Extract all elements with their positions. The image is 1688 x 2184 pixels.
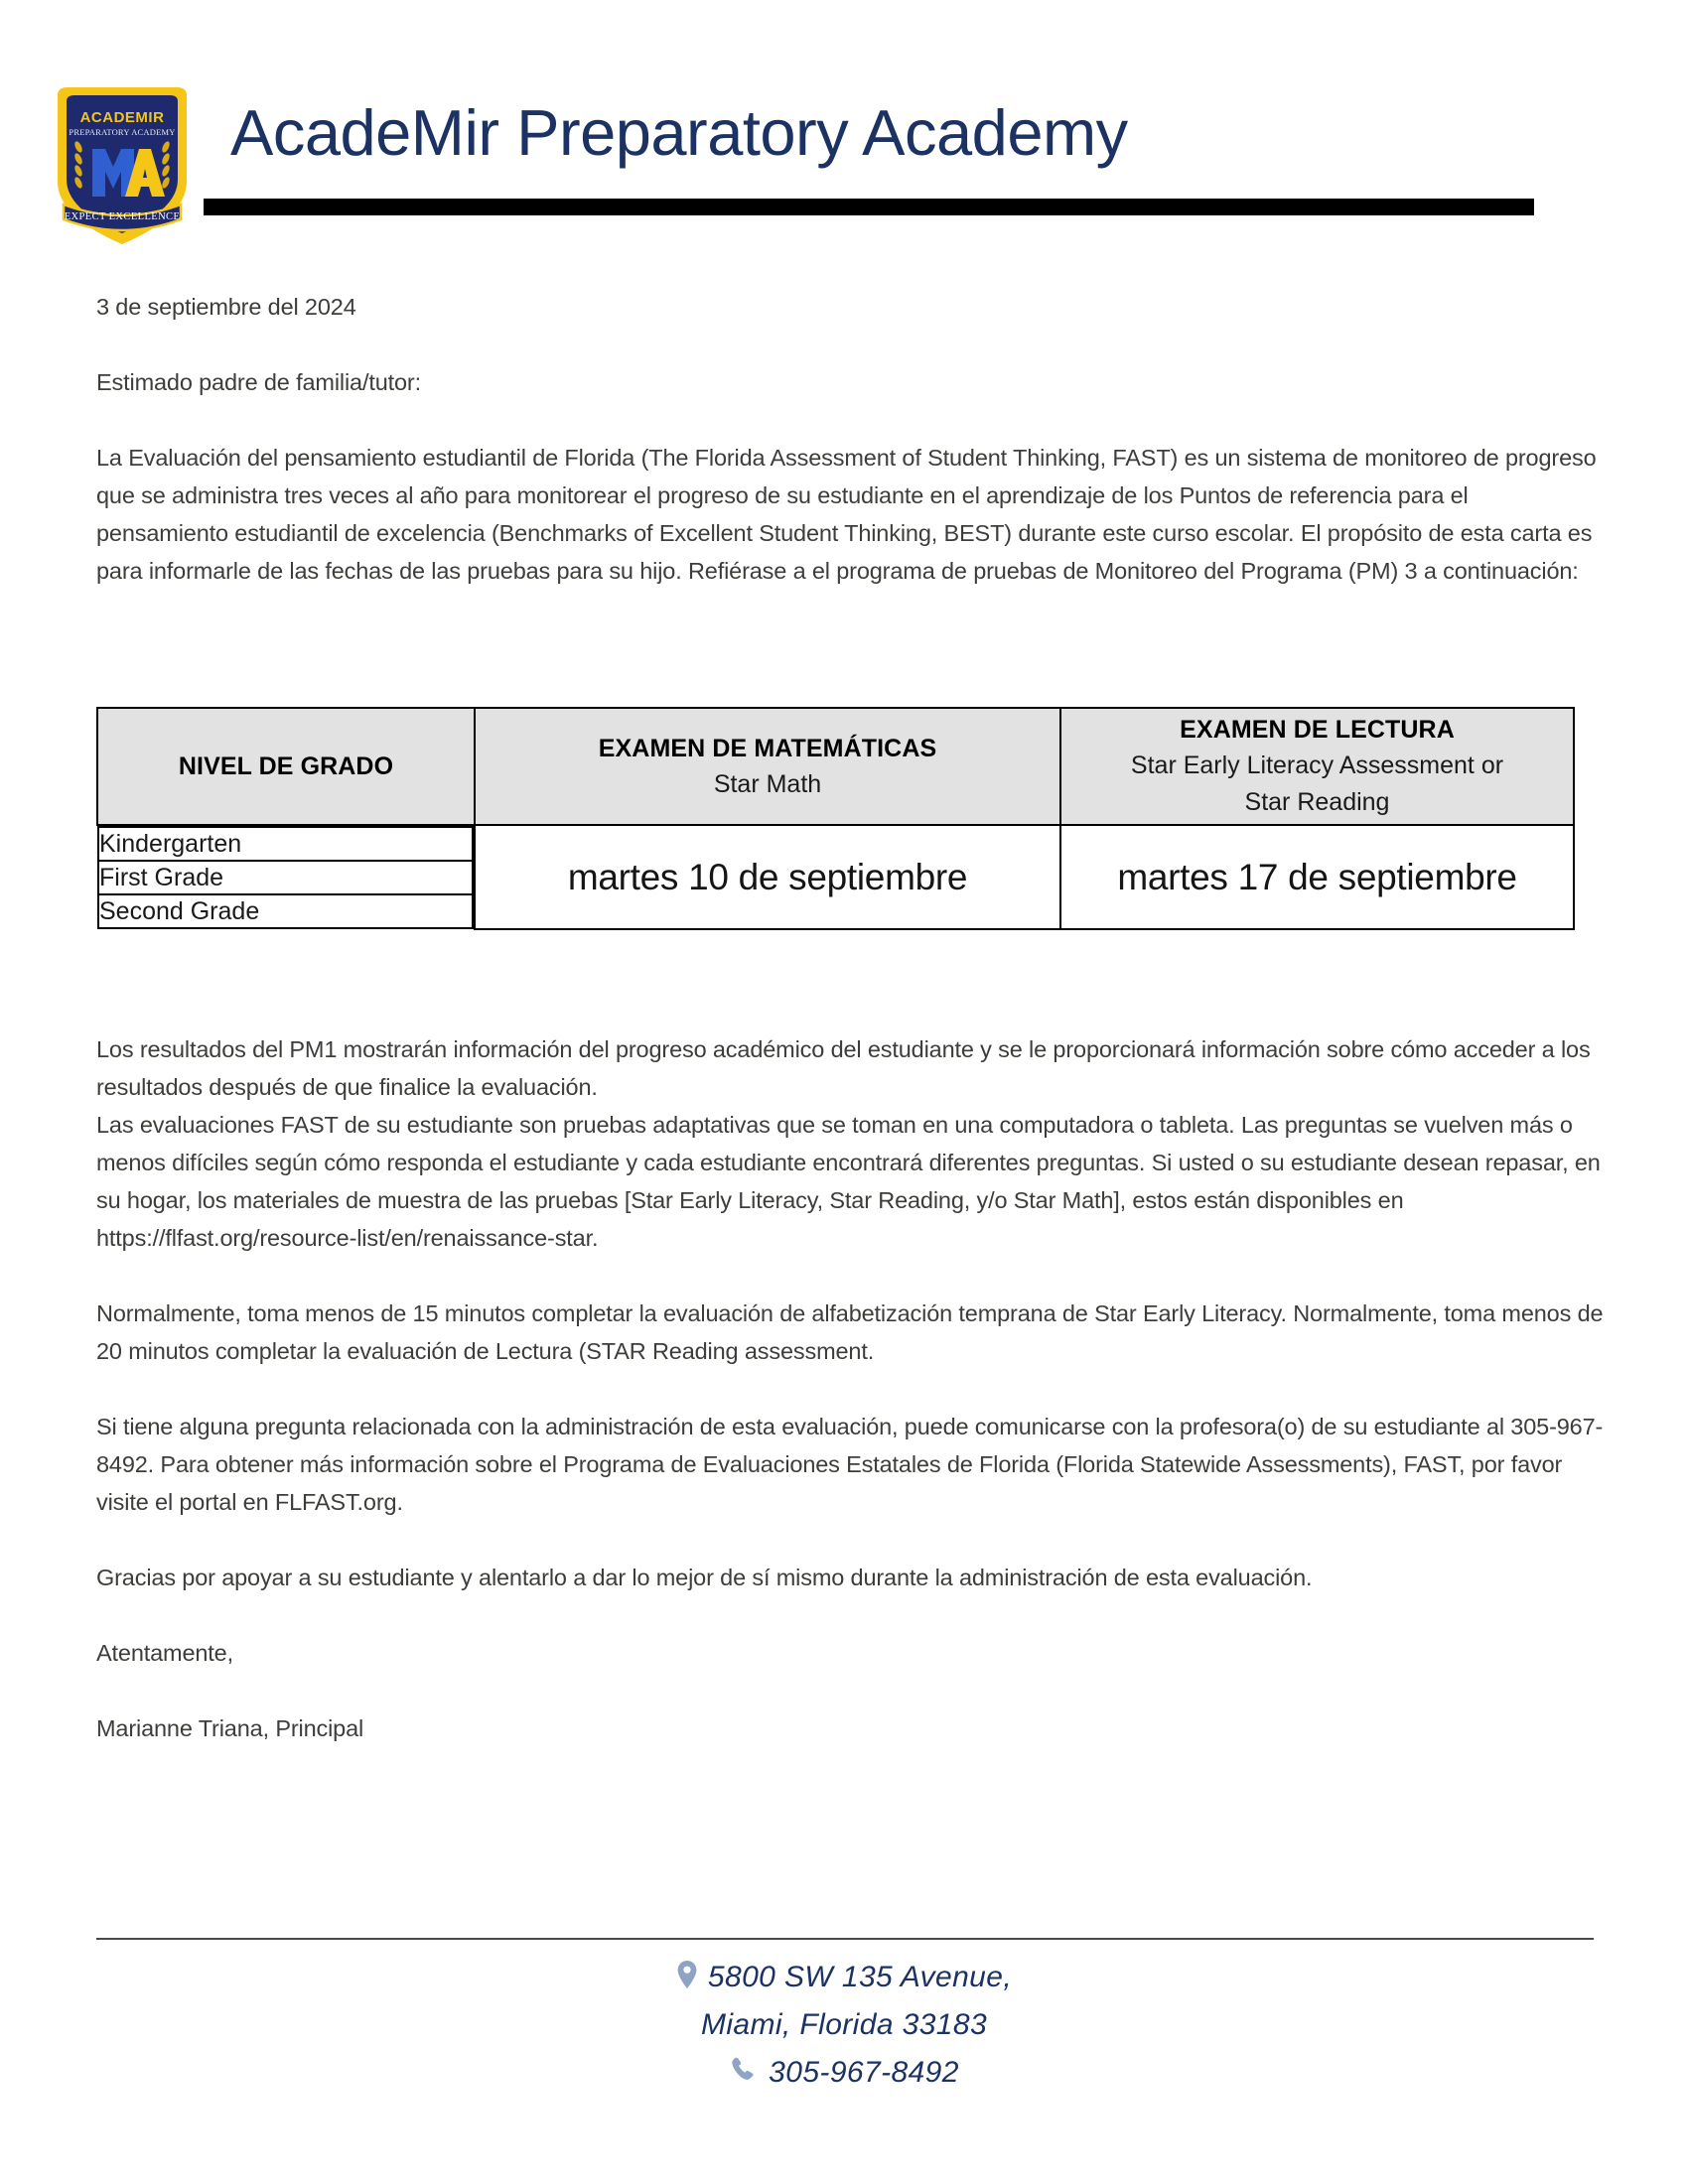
header-reading-label: EXAMEN DE LECTURA <box>1180 716 1455 744</box>
grade-kindergarten: Kindergarten <box>98 827 473 861</box>
spacer <box>96 1370 1606 1408</box>
reading-exam-date: martes 17 de septiembre <box>1060 825 1574 929</box>
letter-closing: Atentamente, <box>96 1640 233 1666</box>
header-math-sublabel: Star Math <box>713 769 822 798</box>
table-header-row <box>97 708 1574 825</box>
grade-level-column <box>97 825 475 929</box>
header-divider-bar <box>204 199 1534 215</box>
footer-address-text-1: 5800 SW 135 Avenue, <box>707 1961 1013 1993</box>
spacer <box>96 326 1606 363</box>
header-reading-sublabel-line2: Star Reading <box>1244 788 1390 816</box>
grade-row <box>98 861 473 894</box>
spacer <box>96 1672 1606 1709</box>
footer-address-line-2 <box>0 2001 1688 2049</box>
paragraph-duration: Normalmente, toma menos de 15 minutos completar la evaluación de alfabetización temprana de Star Early Literacy. Normalmente, toma menos de 20 minutos completar la evaluación de Lectura (STAR Reading assessment. <box>96 1300 1604 1364</box>
header-grade-level-label: NIVEL DE GRADO <box>178 752 394 780</box>
svg-text:EXPECT EXCELLENCE: EXPECT EXCELLENCE <box>64 211 181 222</box>
paragraph-adaptive: Las evaluaciones FAST de su estudiante son pruebas adaptativas que se toman en una computadora o tableta. Las preguntas se vuelven más o menos difíciles según cómo responda el estudiante y cada estudiante encontrará diferentes preguntas. Si usted o su estudiante desean repasar, en su hogar, los materiales de muestra de las pruebas [Star Early Literacy, Star Reading, y/o Star Math], estos están disponibles en https://flfast.org/resource-list/en/renaissance-star. <box>96 1112 1601 1251</box>
grade-second: Second Grade <box>98 894 473 928</box>
school-crest-logo <box>48 77 197 251</box>
spacer <box>96 401 1606 439</box>
letterhead <box>0 0 1688 288</box>
footer-address-text-2: Miami, Florida 33183 <box>700 2008 988 2041</box>
footer-phone-line <box>0 2049 1688 2097</box>
letter-body-top <box>96 288 1606 590</box>
spacer <box>96 1596 1606 1634</box>
location-pin-icon <box>676 1960 698 1989</box>
letter-date: 3 de septiembre del 2024 <box>96 294 356 320</box>
table-body-row <box>97 825 1574 929</box>
assessment-schedule-table <box>96 707 1573 930</box>
letter-body-bottom <box>96 1030 1606 1747</box>
grade-first: First Grade <box>98 861 473 894</box>
svg-text:ACADEMIR: ACADEMIR <box>79 109 165 126</box>
footer-address-line-1 <box>0 1954 1688 2001</box>
paragraph-contact: Si tiene alguna pregunta relacionada con la administración de esta evaluación, puede comunicarse con la profesora(o) de su estudiante al 305-967-8492. Para obtener más información sobre el Programa de Evaluaciones Estatales de Florida (Florida Statewide Assessments), FAST, por favor visite el portal en FLFAST.org. <box>96 1414 1604 1515</box>
spacer <box>96 1257 1606 1295</box>
grade-row <box>98 827 473 861</box>
header-cell-reading-exam <box>1060 708 1574 825</box>
header-math-label: EXAMEN DE MATEMÁTICAS <box>598 734 937 762</box>
header-cell-math-exam <box>475 708 1060 825</box>
footer-contact-block <box>0 1954 1688 2097</box>
letter-salutation: Estimado padre de familia/tutor: <box>96 369 421 395</box>
footer-divider <box>96 1938 1594 1940</box>
paragraph-thanks: Gracias por apoyar a su estudiante y alentarlo a dar lo mejor de sí mismo durante la administración de esta evaluación. <box>96 1565 1313 1590</box>
school-name-title: AcadeMir Preparatory Academy <box>230 96 1128 169</box>
spacer <box>96 1521 1606 1559</box>
phone-icon <box>729 2055 759 2085</box>
letter-signature: Marianne Triana, Principal <box>96 1715 364 1741</box>
paragraph-results: Los resultados del PM1 mostrarán información del progreso académico del estudiante y se le proporcionará información sobre cómo acceder a los resultados después de que finalice la evaluación. <box>96 1036 1591 1100</box>
paragraph-intro: La Evaluación del pensamiento estudiantil de Florida (The Florida Assessment of Student Thinking, FAST) es un sistema de monitoreo de progreso que se administra tres veces al año para monitorear el progreso de su estudiante en el aprendizaje de los Puntos de referencia para el pensamiento estudiantil de excelencia (Benchmarks of Excellent Student Thinking, BEST) durante este curso escolar. El propósito de esta carta es para informarle de las fechas de las pruebas para su hijo. Refiérase a el programa de pruebas de Monitoreo del Programa (PM) 3 a continuación: <box>96 445 1597 584</box>
svg-text:PREPARATORY ACADEMY: PREPARATORY ACADEMY <box>69 127 176 137</box>
grade-row <box>98 894 473 928</box>
math-exam-date: martes 10 de septiembre <box>475 825 1060 929</box>
footer-phone-text: 305-967-8492 <box>769 2056 959 2089</box>
header-reading-sublabel-line1: Star Early Literacy Assessment or <box>1130 751 1504 779</box>
header-cell-grade-level <box>97 708 475 825</box>
